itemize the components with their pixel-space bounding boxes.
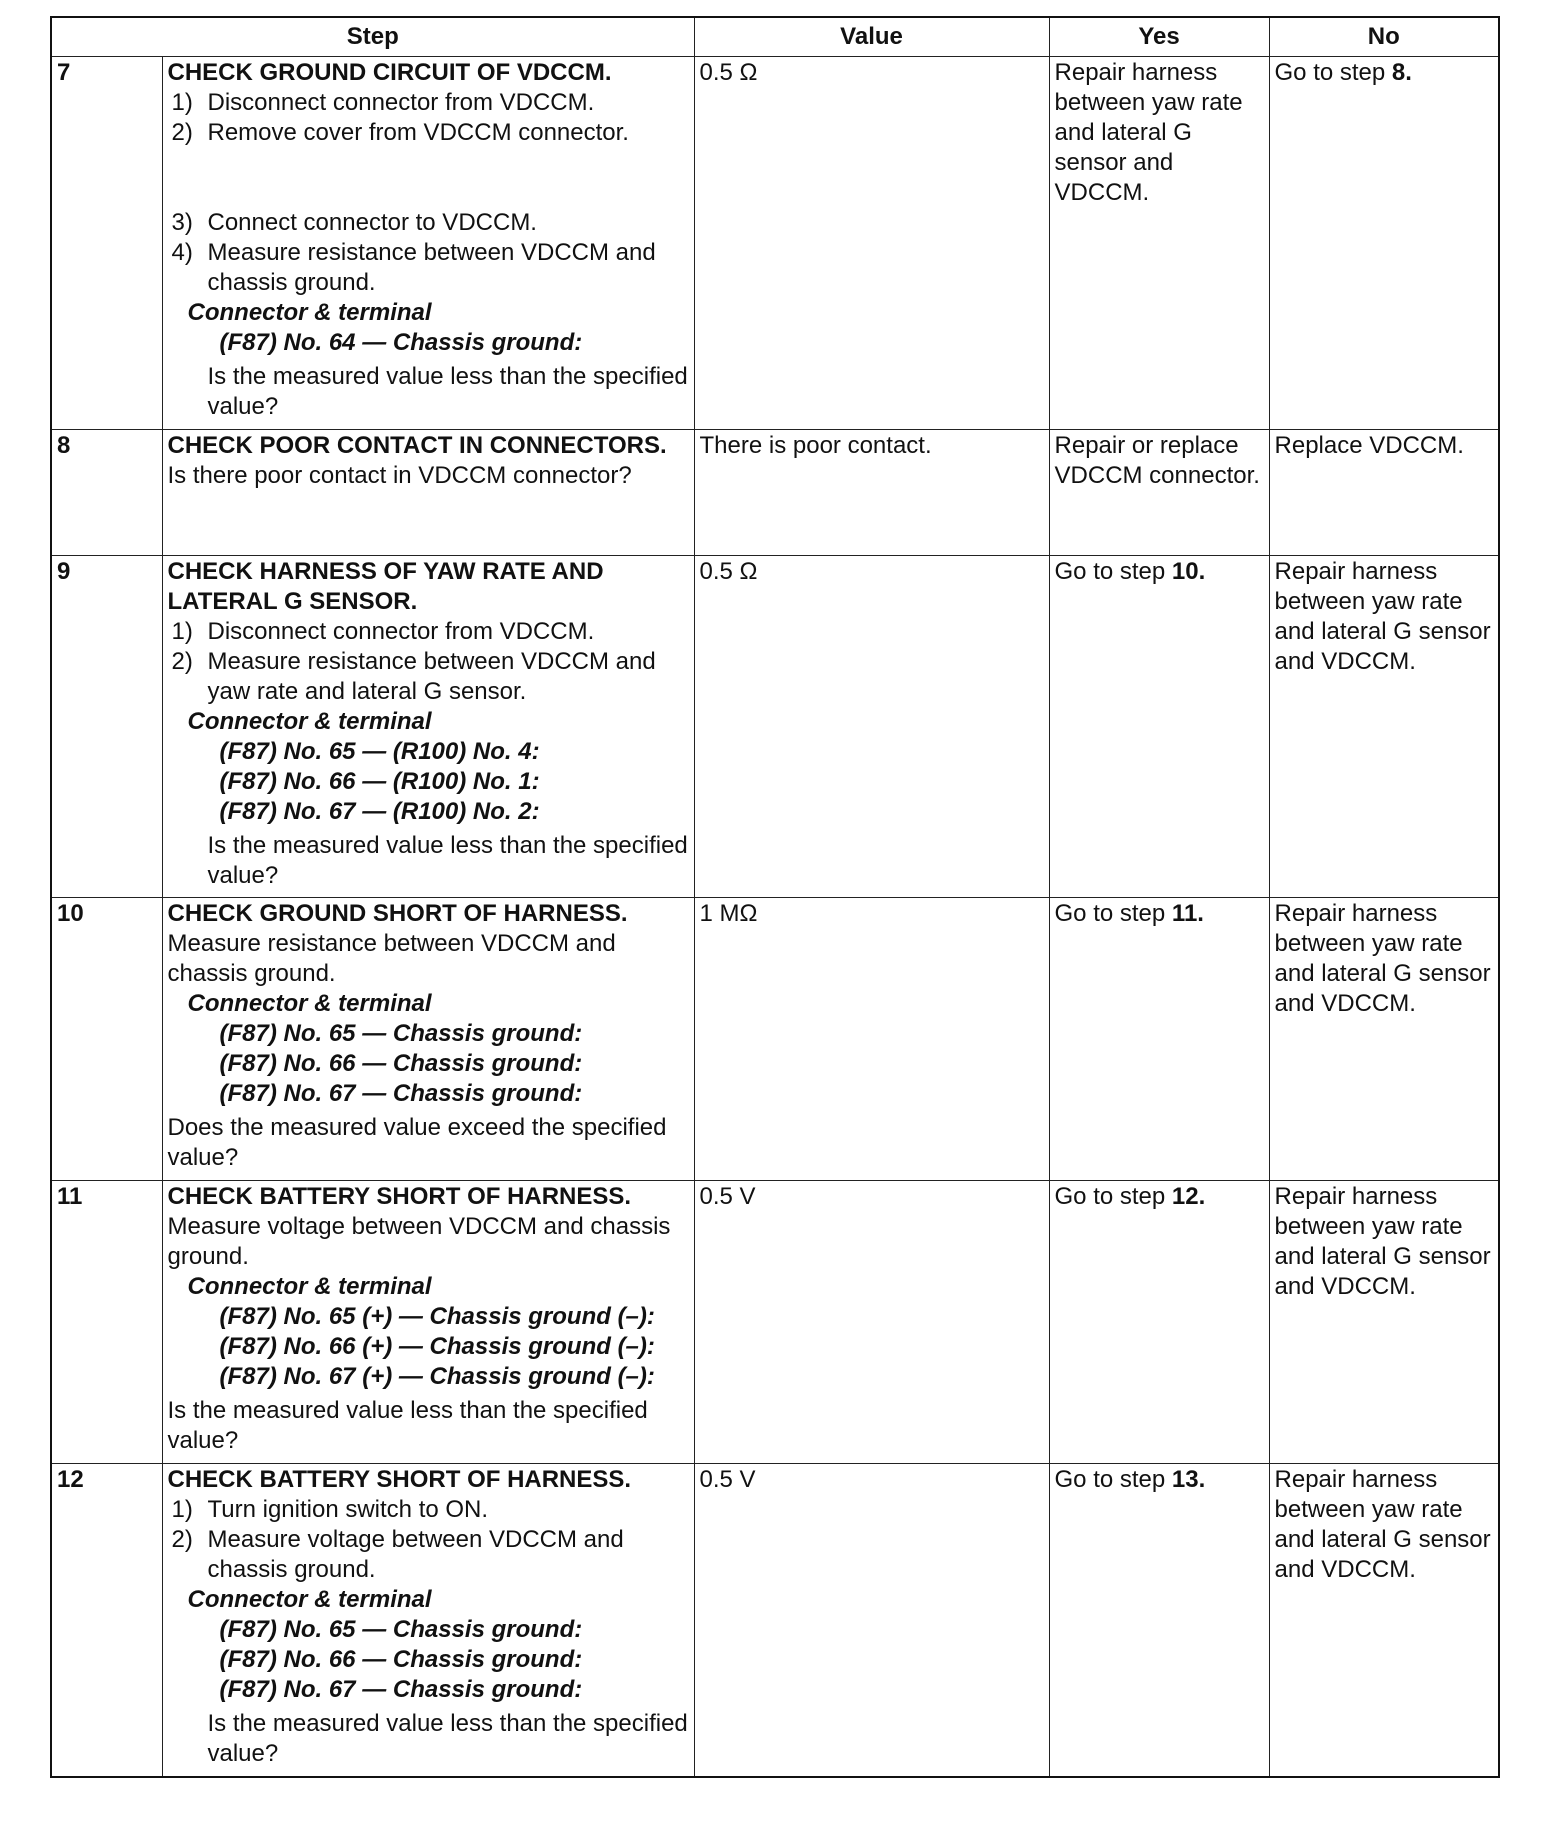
no-cell: Repair harness between yaw rate and lateral G sensor and VDCCM. — [1269, 1181, 1499, 1464]
value-cell: 0.5 V — [694, 1181, 1049, 1464]
step-question: Is the measured value less than the specified value? — [167, 1397, 648, 1454]
connector-terminal: (F87) No. 65 — Chassis ground: — [219, 1616, 583, 1643]
connector-terminal: (F87) No. 65 — (R100) No. 4: — [219, 738, 540, 765]
value-cell: 0.5 Ω — [694, 556, 1049, 898]
step-title: CHECK BATTERY SHORT OF HARNESS. — [167, 1183, 632, 1210]
connector-terminal: (F87) No. 65 (+) — Chassis ground (–): — [219, 1303, 655, 1330]
yes-cell: Go to step 10. — [1049, 556, 1269, 898]
connector-heading: Connector & terminal — [187, 1273, 432, 1300]
table-row — [51, 1464, 1499, 1777]
connector-terminal: (F87) No. 65 — Chassis ground: — [219, 1020, 583, 1047]
instruction: 2) Remove cover from VDCCM connector. — [171, 119, 629, 146]
step-description — [162, 1181, 694, 1464]
connector-heading: Connector & terminal — [187, 990, 432, 1017]
step-description — [162, 556, 694, 898]
header-row — [51, 17, 1499, 57]
no-cell: Go to step 8. — [1269, 57, 1499, 430]
connector-terminal: (F87) No. 66 — Chassis ground: — [219, 1646, 583, 1673]
step-description — [162, 430, 694, 556]
instruction: 2) Measure voltage between VDCCM and chassis ground. — [171, 1526, 624, 1583]
step-reference: 10. — [1171, 558, 1206, 585]
connector-terminal: (F87) No. 67 — Chassis ground: — [219, 1080, 583, 1107]
connector-terminal: (F87) No. 67 (+) — Chassis ground (–): — [219, 1363, 655, 1390]
table-row — [51, 57, 1499, 430]
header-value: Value — [694, 17, 1049, 57]
connector-heading: Connector & terminal — [187, 708, 432, 735]
connector-terminal: (F87) No. 64 — Chassis ground: — [219, 329, 583, 356]
no-cell: Repair harness between yaw rate and lateral G sensor and VDCCM. — [1269, 898, 1499, 1181]
header-no: No — [1269, 17, 1499, 57]
connector-heading: Connector & terminal — [187, 299, 432, 326]
value-cell: 1 MΩ — [694, 898, 1049, 1181]
step-intro: Measure resistance between VDCCM and chassis ground. — [167, 930, 616, 987]
instruction: 4) Measure resistance between VDCCM and chassis ground. — [171, 239, 656, 296]
step-question: Is the measured value less than the specified value? — [207, 832, 688, 889]
step-reference: 13. — [1171, 1466, 1206, 1493]
step-title: CHECK BATTERY SHORT OF HARNESS. — [167, 1466, 632, 1493]
step-title: CHECK HARNESS OF YAW RATE AND LATERAL G SENSOR. — [167, 558, 604, 615]
table-row — [51, 430, 1499, 556]
step-question: Does the measured value exceed the specified value? — [167, 1114, 667, 1171]
instruction: 1) Disconnect connector from VDCCM. — [171, 618, 595, 645]
no-cell: Repair harness between yaw rate and lateral G sensor and VDCCM. — [1269, 556, 1499, 898]
instruction: 1) Turn ignition switch to ON. — [171, 1496, 489, 1523]
step-reference: 12. — [1171, 1183, 1206, 1210]
step-number: 10 — [51, 898, 162, 1181]
step-description — [162, 57, 694, 430]
value-cell: 0.5 V — [694, 1464, 1049, 1777]
header-step: Step — [51, 17, 694, 57]
step-number: 11 — [51, 1181, 162, 1464]
step-title: CHECK GROUND SHORT OF HARNESS. — [167, 900, 628, 927]
yes-cell: Repair harness between yaw rate and lateral G sensor and VDCCM. — [1049, 57, 1269, 430]
instruction: 3) Connect connector to VDCCM. — [171, 209, 537, 236]
connector-terminal: (F87) No. 66 (+) — Chassis ground (–): — [219, 1333, 655, 1360]
step-description — [162, 898, 694, 1181]
step-reference: 8. — [1391, 59, 1412, 86]
table-row — [51, 898, 1499, 1181]
no-cell: Repair harness between yaw rate and lateral G sensor and VDCCM. — [1269, 1464, 1499, 1777]
connector-terminal: (F87) No. 67 — (R100) No. 2: — [219, 798, 540, 825]
step-description — [162, 1464, 694, 1777]
value-cell: There is poor contact. — [694, 430, 1049, 556]
connector-terminal: (F87) No. 66 — (R100) No. 1: — [219, 768, 540, 795]
diagnostic-table — [50, 16, 1500, 1778]
no-cell: Replace VDCCM. — [1269, 430, 1499, 556]
yes-cell: Go to step 12. — [1049, 1181, 1269, 1464]
step-number: 7 — [51, 57, 162, 430]
instruction: 2) Measure resistance between VDCCM and yaw rate and lateral G sensor. — [171, 648, 656, 705]
connector-heading: Connector & terminal — [187, 1586, 432, 1613]
step-title: CHECK POOR CONTACT IN CONNECTORS. — [167, 432, 667, 459]
instruction: 1) Disconnect connector from VDCCM. — [171, 89, 595, 116]
table-row — [51, 556, 1499, 898]
step-intro: Measure voltage between VDCCM and chassis ground. — [167, 1213, 671, 1270]
yes-cell: Go to step 11. — [1049, 898, 1269, 1181]
yes-cell: Repair or replace VDCCM connector. — [1049, 430, 1269, 556]
value-cell: 0.5 Ω — [694, 57, 1049, 430]
step-number: 8 — [51, 430, 162, 556]
step-number: 9 — [51, 556, 162, 898]
connector-terminal: (F87) No. 66 — Chassis ground: — [219, 1050, 583, 1077]
header-yes: Yes — [1049, 17, 1269, 57]
step-title: CHECK GROUND CIRCUIT OF VDCCM. — [167, 59, 612, 86]
connector-terminal: (F87) No. 67 — Chassis ground: — [219, 1676, 583, 1703]
step-number: 12 — [51, 1464, 162, 1777]
step-question: Is the measured value less than the specified value? — [207, 363, 688, 420]
step-reference: 11. — [1171, 900, 1204, 927]
yes-cell: Go to step 13. — [1049, 1464, 1269, 1777]
step-question: Is the measured value less than the specified value? — [207, 1710, 688, 1767]
step-question: Is there poor contact in VDCCM connector? — [167, 462, 632, 489]
table-row — [51, 1181, 1499, 1464]
